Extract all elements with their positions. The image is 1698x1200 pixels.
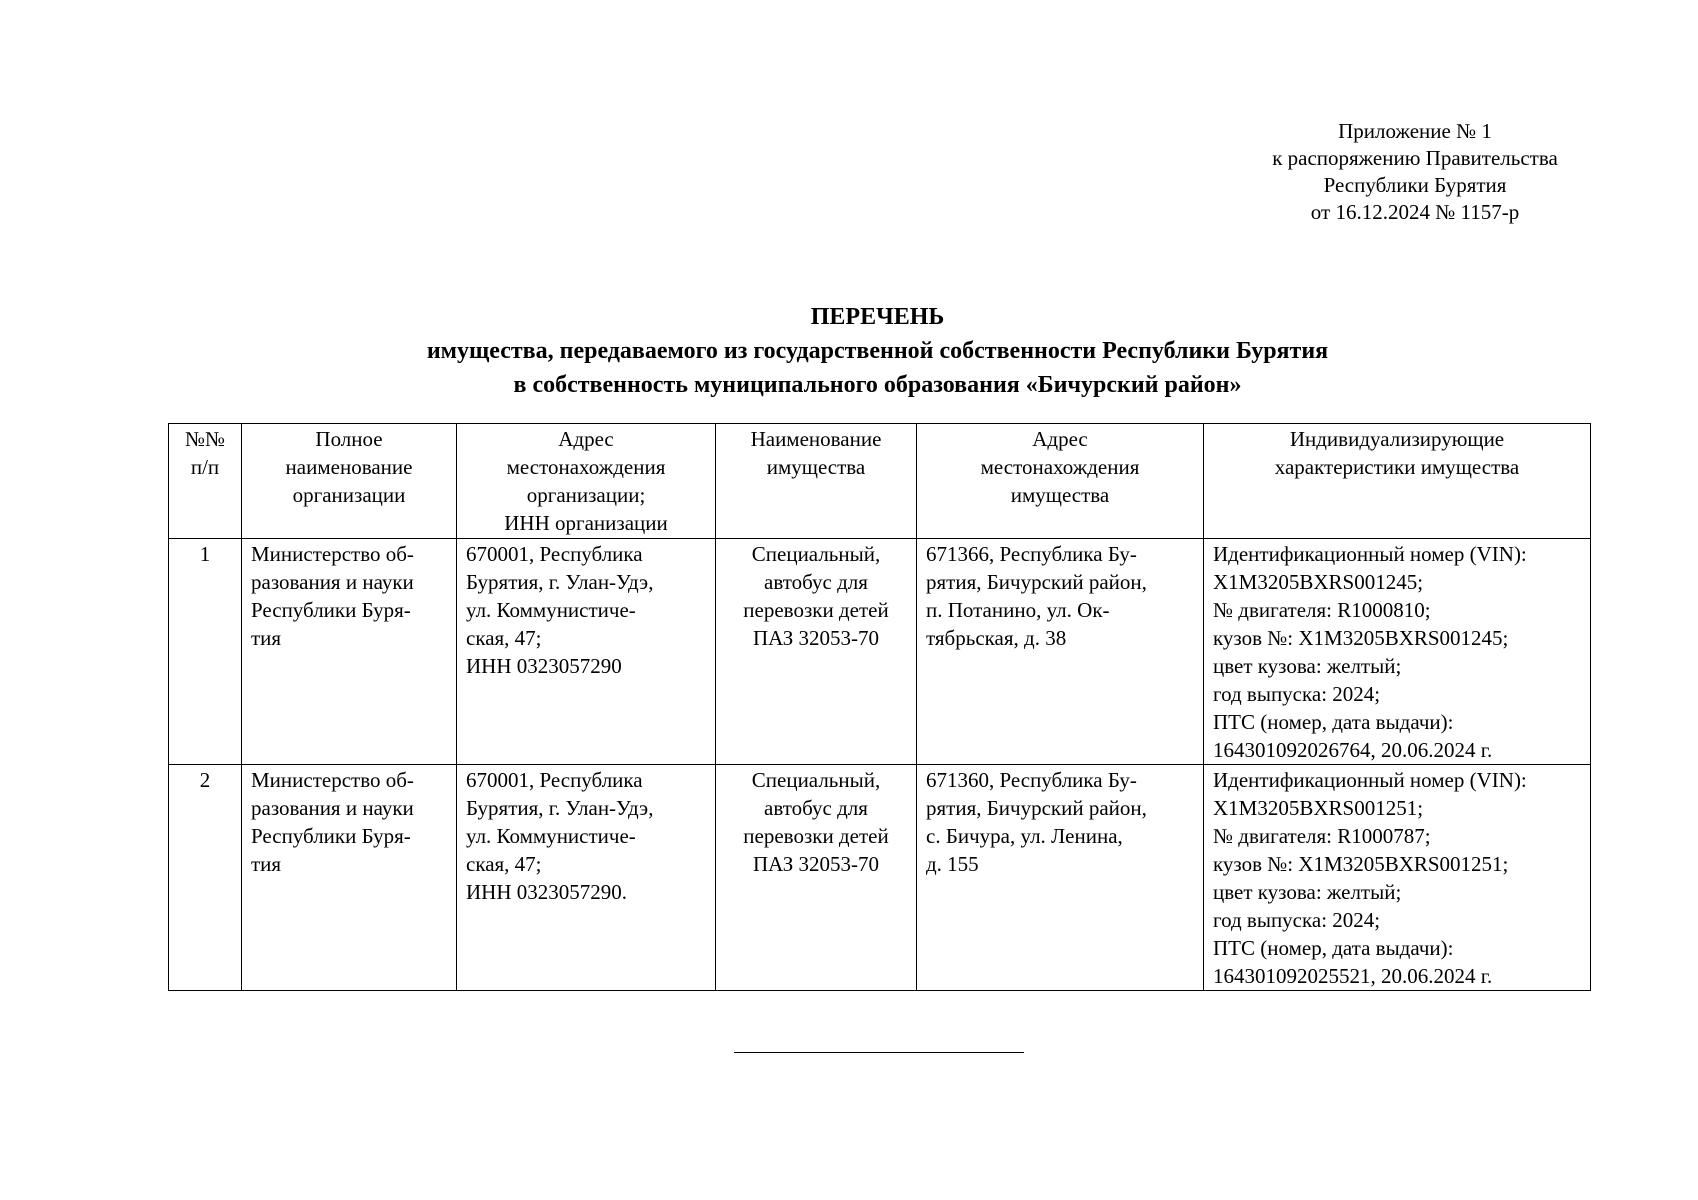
cell-line: разования и науки [251,570,414,594]
cell-line: год выпуска: 2024; [1213,682,1381,706]
cell-line: 670001, Республика [466,542,643,566]
cell-line: имущества [766,455,866,479]
cell-line: местонахождения [506,455,666,479]
organization-address [457,765,716,991]
cell-line: 670001, Республика [466,768,643,792]
appendix-line: Республики Бурятия [1323,173,1507,197]
cell-line: Идентификационный номер (VIN): [1213,542,1527,566]
appendix-line: Приложение № 1 [1338,119,1492,143]
cell-line: 671366, Республика Бу- [926,542,1137,566]
cell-line: тия [251,626,282,650]
cell-line: ПТС (номер, дата выдачи): [1213,936,1454,960]
cell-line: д. 155 [926,852,979,876]
row-number: 2 [169,765,242,991]
cell-line: рятия, Бичурский район, [926,796,1147,820]
cell-line: Республики Буря- [251,824,411,848]
cell-line: Идентификационный номер (VIN): [1213,768,1527,792]
cell-line: Специальный, [751,542,881,566]
cell-line: X1M3205BXRS001251; [1213,796,1424,820]
cell-line: местонахождения [980,455,1140,479]
header-characteristics [1204,424,1591,539]
closing-rule [734,1052,1024,1053]
property-name [716,539,917,765]
cell-line: Республики Буря- [251,598,411,622]
cell-line: организации; [526,483,646,507]
header-number [169,424,242,539]
property-characteristics [1204,765,1591,991]
cell-line: Индивидуализирующие [1289,427,1505,451]
cell-line: Специальный, [751,768,881,792]
cell-line: разования и науки [251,796,414,820]
cell-line: перевозки детей [743,598,889,622]
cell-line: 671360, Республика Бу- [926,768,1137,792]
cell-line: Министерство об- [251,542,414,566]
title-line: в собственность муниципального образования «Бичурский район» [513,372,1242,398]
cell-line: автобус для [764,796,868,820]
appendix-line: к распоряжению Правительства [1272,146,1558,170]
property-characteristics [1204,539,1591,765]
cell-line: автобус для [764,570,868,594]
cell-line: ская, 47; [466,852,542,876]
cell-line: имущества [1010,483,1110,507]
cell-line: ул. Коммунистиче- [466,598,636,622]
cell-line: год выпуска: 2024; [1213,908,1381,932]
cell-line: наименование [285,455,413,479]
organization-name [242,539,457,765]
property-address [917,765,1204,991]
cell-line: №№ [184,427,226,451]
cell-line: Бурятия, г. Улан-Удэ, [466,570,654,594]
cell-line: ИНН 0323057290 [466,654,622,678]
header-property-name [716,424,917,539]
organization-name [242,765,457,991]
table-header-row [169,424,1591,539]
title-heading: ПЕРЕЧЕНЬ [810,304,945,330]
cell-line: ИНН 0323057290. [466,880,627,904]
cell-line: № двигателя: R1000787; [1213,824,1431,848]
cell-line: Адрес [1032,427,1088,451]
cell-line: с. Бичура, ул. Ленина, [926,824,1123,848]
table-row [169,765,1591,991]
cell-line: ская, 47; [466,626,542,650]
cell-line: ПТС (номер, дата выдачи): [1213,710,1454,734]
header-property-address [917,424,1204,539]
title-line: имущества, передаваемого из государственной собственности Республики Бурятия [426,338,1329,364]
property-table [168,423,1591,991]
cell-line: цвет кузова: желтый; [1213,654,1402,678]
cell-line: 164301092025521, 20.06.2024 г. [1213,964,1493,988]
cell-line: ПАЗ 32053-70 [752,852,880,876]
cell-line: Адрес [558,427,614,451]
appendix-line: от 16.12.2024 № 1157-р [1310,200,1520,224]
cell-line: 164301092026764, 20.06.2024 г. [1213,738,1493,762]
row-number: 1 [169,539,242,765]
header-organization [242,424,457,539]
cell-line: кузов №: X1M3205BXRS001251; [1213,852,1509,876]
cell-line: Наименование [750,427,882,451]
cell-line: перевозки детей [743,824,889,848]
document-title [170,300,1585,402]
cell-line: X1M3205BXRS001245; [1213,570,1424,594]
cell-line: п. Потанино, ул. Ок- [926,598,1110,622]
cell-line: цвет кузова: желтый; [1213,880,1402,904]
table-row [169,539,1591,765]
cell-line: ИНН организации [504,511,668,535]
cell-line: № двигателя: R1000810; [1213,598,1431,622]
organization-address [457,539,716,765]
cell-line: ул. Коммунистиче- [466,824,636,848]
cell-line: организации [292,483,406,507]
property-name [716,765,917,991]
cell-line: Полное [315,427,383,451]
cell-line: Бурятия, г. Улан-Удэ, [466,796,654,820]
header-organization-address [457,424,716,539]
cell-line: характеристики имущества [1274,455,1520,479]
cell-line: рятия, Бичурский район, [926,570,1147,594]
cell-line: тябрьская, д. 38 [926,626,1067,650]
cell-line: кузов №: X1M3205BXRS001245; [1213,626,1509,650]
cell-line: Министерство об- [251,768,414,792]
cell-line: п/п [190,455,220,479]
appendix-block [1240,118,1590,226]
property-address [917,539,1204,765]
cell-line: тия [251,852,282,876]
cell-line: ПАЗ 32053-70 [752,626,880,650]
